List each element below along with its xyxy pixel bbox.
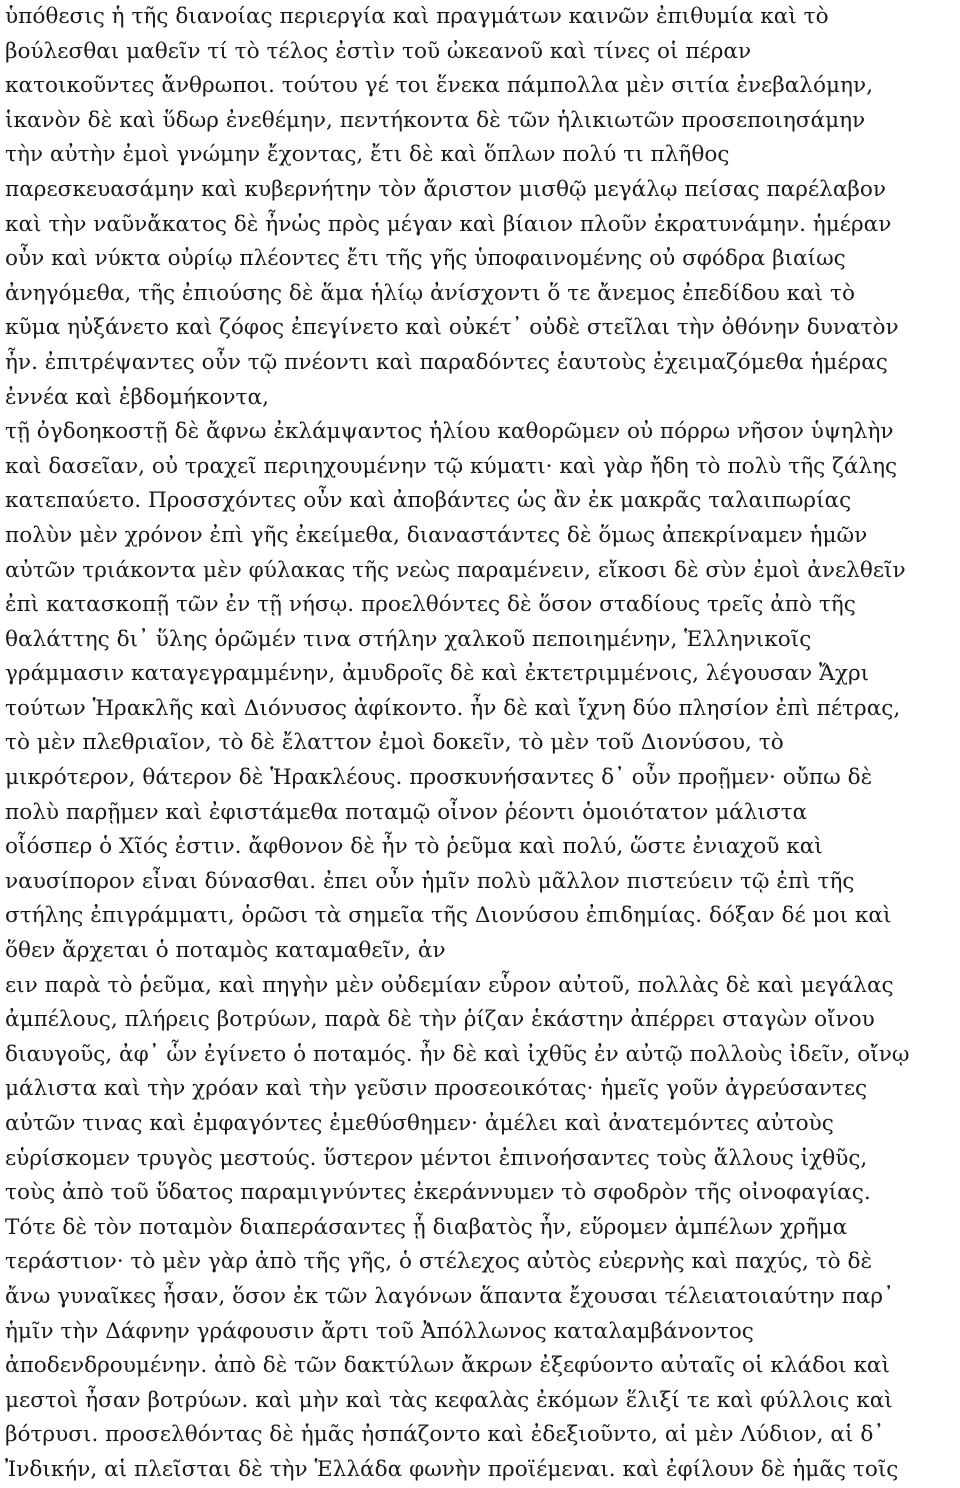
text-line: ἄνω γυναῖκες ἦσαν, ὅσον ἐκ τῶν λαγόνων ἅπαντα ἔχουσαι τέλειατοιαύτην παρ᾽ bbox=[5, 1283, 894, 1309]
text-line: ἀνηγόμεθα, τῆς ἐπιούσης δὲ ἅμα ἡλίῳ ἀνίσχοντι ὅ τε ἄνεμος ἐπεδίδου καὶ τὸ bbox=[5, 280, 855, 306]
text-line: ἡμῖν τὴν Δάφνην γράφουσιν ἄρτι τοῦ Ἀπόλλωνος καταλαμβάνοντος bbox=[5, 1318, 754, 1344]
text-line: Ἰνδικήν, αἱ πλεῖσται δὲ τὴν Ἑλλάδα φωνὴν προϊέμεναι. καὶ ἐφίλουν δὲ ἡμᾶς τοῖς bbox=[5, 1456, 899, 1482]
text-line: τὴν αὐτὴν ἐμοὶ γνώμην ἔχοντας, ἔτι δὲ καὶ ὅπλων πολύ τι πλῆθος bbox=[5, 142, 730, 168]
text-line: παρεσκευασάμην καὶ κυβερνήτην τὸν ἄριστον μισθῷ μεγάλῳ πείσας παρέλαβον bbox=[5, 176, 887, 202]
document-page bbox=[5, 0, 957, 1482]
text-line: τῇ ὀγδοηκοστῇ δὲ ἄφνω ἐκλάμψαντος ἡλίου καθορῶμεν οὐ πόρρω νῆσον ὑψηλὴν bbox=[5, 419, 894, 445]
text-line: Τότε δὲ τὸν ποταμὸν διαπεράσαντες ᾗ διαβατὸς ἦν, εὕρομεν ἀμπέλων χρῆμα bbox=[5, 1214, 848, 1240]
text-line: ὑπόθεσις ἡ τῆς διανοίας περιεργία καὶ πραγμάτων καινῶν ἐπιθυμία καὶ τὸ bbox=[5, 4, 829, 29]
text-line: τεράστιον· τὸ μὲν γὰρ ἀπὸ τῆς γῆς, ὁ στέλεχος αὐτὸς εὐερνὴς καὶ παχύς, τὸ δὲ bbox=[5, 1249, 873, 1275]
text-line: τὸ μὲν πλεθριαῖον, τὸ δὲ ἔλαττον ἐμοὶ δοκεῖν, τὸ μὲν τοῦ Διονύσου, τὸ bbox=[5, 730, 784, 756]
text-line: ναυσίπορον εἶναι δύνασθαι. ἐπει οὖν ἡμῖν πολὺ μᾶλλον πιστεύειν τῷ ἐπὶ τῆς bbox=[5, 868, 855, 894]
text-line: τοὺς ἀπὸ τοῦ ὕδατος παραμιγνύντες ἐκεράννυμεν τὸ σφοδρὸν τῆς οἰνοφαγίας. bbox=[5, 1180, 871, 1206]
text-line: κατοικοῦντες ἄνθρωποι. τούτου γέ τοι ἕνεκα πάμπολλα μὲν σιτία ἐνεβαλόμην, bbox=[5, 73, 873, 99]
text-line: μεστοὶ ἦσαν βοτρύων. καὶ μὴν καὶ τὰς κεφαλὰς ἐκόμων ἕλιξί τε καὶ φύλλοις καὶ bbox=[5, 1387, 893, 1413]
text-line: εὑρίσκομεν τρυγὸς μεστούς. ὕστερον μέντοι ἐπινοήσαντες τοὺς ἄλλους ἰχθῦς, bbox=[5, 1145, 868, 1171]
text-line: ὅθεν ἄρχεται ὁ ποταμὸς καταμαθεῖν, ἀν bbox=[5, 938, 446, 964]
text-line: ἀμπέλους, πλήρεις βοτρύων, παρὰ δὲ τὴν ῥίζαν ἑκάστην ἀπέρρει σταγὼν οἴνου bbox=[5, 1007, 875, 1033]
text-line: κατεπαύετο. Προσσχόντες οὖν καὶ ἀποβάντες ὡς ἂν ἐκ μακρᾶς ταλαιπωρίας bbox=[5, 488, 852, 514]
text-line: οἷόσπερ ὁ Χῖός ἐστιν. ἄφθονον δὲ ἦν τὸ ῥεῦμα καὶ πολύ, ὥστε ἐνιαχοῦ καὶ bbox=[5, 834, 823, 860]
text-line: βούλεσθαι μαθεῖν τί τὸ τέλος ἐστὶν τοῦ ὠκεανοῦ καὶ τίνες οἱ πέραν bbox=[5, 38, 752, 64]
text-line: κῦμα ηὐξάνετο καὶ ζόφος ἐπεγίνετο καὶ οὐκέτ᾽ οὐδὲ στεῖλαι τὴν ὀθόνην δυνατὸν bbox=[5, 315, 899, 341]
text-line: μάλιστα καὶ τὴν χρόαν καὶ τὴν γεῦσιν προσεοικότας· ἡμεῖς γοῦν ἀγρεύσαντες bbox=[5, 1076, 868, 1102]
text-line: γράμμασιν καταγεγραμμένην, ἀμυδροῖς δὲ καὶ ἐκτετριμμένοις, λέγουσαν Ἄχρι bbox=[5, 661, 870, 687]
text-line: καὶ τὴν ναῦνἄκατος δὲ ἦνὡς πρὸς μέγαν καὶ βίαιον πλοῦν ἐκρατυνάμην. ἡμέραν bbox=[5, 211, 892, 237]
text-line: ἱκανὸν δὲ καὶ ὕδωρ ἐνεθέμην, πεντήκοντα δὲ τῶν ἡλικιωτῶν προσεποιησάμην bbox=[5, 107, 866, 133]
text-line: καὶ δασεῖαν, οὐ τραχεῖ περιηχουμένην τῷ κύματι· καὶ γὰρ ἤδη τὸ πολὺ τῆς ζάλης bbox=[5, 453, 898, 479]
text-line: μικρότερον, θάτερον δὲ Ἡρακλέους. προσκυνήσαντες δ᾽ οὖν προῇμεν· οὔπω δὲ bbox=[5, 765, 873, 791]
text-line: τούτων Ἡρακλῆς καὶ Διόνυσος ἀφίκοντο. ἦν δὲ καὶ ἴχνη δύο πλησίον ἐπὶ πέτρας, bbox=[5, 695, 901, 721]
text-line: πολὺν μὲν χρόνον ἐπὶ γῆς ἐκείμεθα, διαναστάντες δὲ ὅμως ἀπεκρίναμεν ἡμῶν bbox=[5, 522, 868, 548]
text-line: ἦν. ἐπιτρέψαντες οὖν τῷ πνέοντι καὶ παραδόντες ἑαυτοὺς ἐχειμαζόμεθα ἡμέρας bbox=[5, 349, 888, 375]
text-line: στήλης ἐπιγράμματι, ὁρῶσι τὰ σημεῖα τῆς Διονύσου ἐπιδημίας. δόξαν δέ μοι καὶ bbox=[5, 903, 892, 929]
text-line: διαυγοῦς, ἀφ᾽ ὧν ἐγίνετο ὁ ποταμός. ἦν δὲ καὶ ἰχθῦς ἐν αὐτῷ πολλοὺς ἰδεῖν, οἴνῳ bbox=[5, 1041, 910, 1067]
text-line: οὖν καὶ νύκτα οὐρίῳ πλέοντες ἔτι τῆς γῆς ὑποφαινομένης οὐ σφόδρα βιαίως bbox=[5, 246, 846, 272]
text-line: πολὺ παρῇμεν καὶ ἐφιστάμεθα ποταμῷ οἶνον ῥέοντι ὁμοιότατον μάλιστα bbox=[5, 799, 808, 825]
text-line: ἐπὶ κατασκοπῇ τῶν ἐν τῇ νήσῳ. προελθόντες δὲ ὅσον σταδίους τρεῖς ἀπὸ τῆς bbox=[5, 592, 856, 618]
text-line: βότρυσι. προσελθόντας δὲ ἡμᾶς ἠσπάζοντο καὶ ἐδεξιοῦντο, αἱ μὲν Λύδιον, αἱ δ᾽ bbox=[5, 1422, 885, 1448]
text-line: ειν παρὰ τὸ ῥεῦμα, καὶ πηγὴν μὲν οὐδεμίαν εὗρον αὐτοῦ, πολλὰς δὲ καὶ μεγάλας bbox=[5, 972, 894, 998]
text-line: αὐτῶν τινας καὶ ἐμφαγόντες ἐμεθύσθημεν· ἀμέλει καὶ ἀνατεμόντες αὐτοὺς bbox=[5, 1111, 834, 1136]
text-line: ἀποδενδρουμένην. ἀπὸ δὲ τῶν δακτύλων ἄκρων ἐξεφύοντο αὐταῖς οἱ κλάδοι καὶ bbox=[5, 1353, 890, 1379]
text-line: ἐννέα καὶ ἑβδομήκοντα, bbox=[5, 384, 269, 410]
text-line: θαλάττης δι᾽ ὕλης ὁρῶμέν τινα στήλην χαλκοῦ πεποιημένην, Ἑλληνικοῖς bbox=[5, 626, 812, 652]
text-line: αὐτῶν τριάκοντα μὲν φύλακας τῆς νεὼς παραμένειν, εἴκοσι δὲ σὺν ἐμοὶ ἀνελθεῖν bbox=[5, 557, 906, 583]
